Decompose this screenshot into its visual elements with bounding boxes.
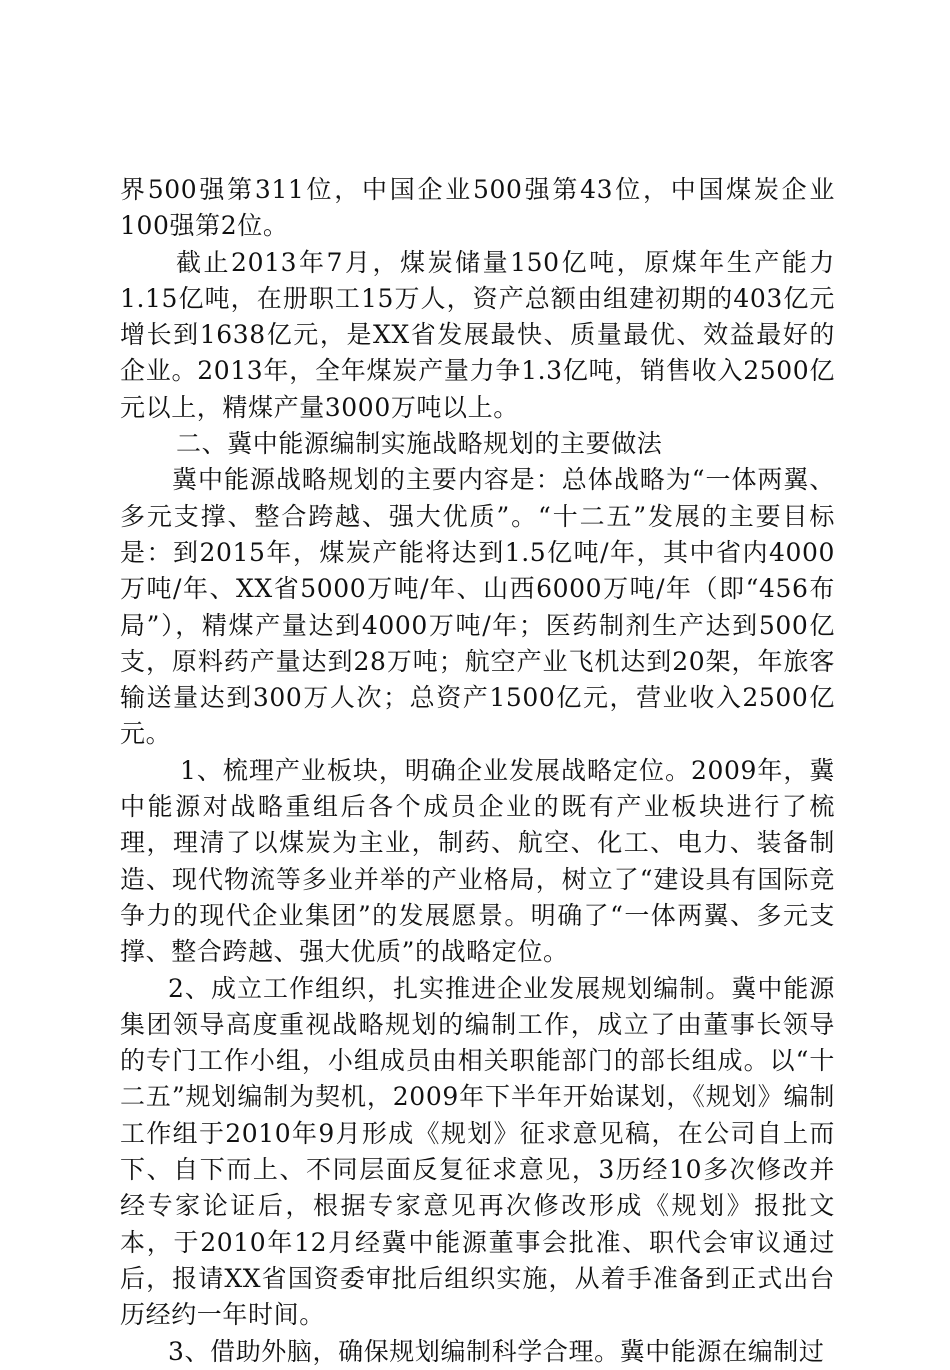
paragraph-company-status: 截止2013年7月，煤炭储量150亿吨，原煤年生产能力1.15亿吨，在册职工15万人，资产总额由组建初期的403亿元增长到1638亿元，是XX省发展最快、质量最优、效益最好的企业。2013年，全年煤炭产量力争1.3亿吨，销售收入2500亿元以上，精煤产量3000万吨以上。 — [120, 247, 835, 422]
document-body — [120, 172, 835, 1370]
paragraph-item-1: 1、梳理产业板块，明确企业发展战略定位。2009年，冀中能源对战略重组后各个成员企业的既有产业板块进行了梳理，理清了以煤炭为主业，制药、航空、化工、电力、装备制造、现代物流等多业并举的产业格局，树立了“建设具有国际竞争力的现代企业集团”的发展愿景。明确了“一体两翼、多元支撑、整合跨越、强大优质”的战略定位。 — [120, 755, 835, 967]
section-heading: 二、冀中能源编制实施战略规划的主要做法 — [176, 429, 663, 459]
paragraph-strategy-content: 冀中能源战略规划的主要内容是：总体战略为“一体两翼、多元支撑、整合跨越、强大优质”。“十二五”发展的主要目标是：到2015年，煤炭产能将达到1.5亿吨/年，其中省内4000万吨/年、XX省5000万吨/年、山西6000万吨/年（即“456布局”），精煤产量达到4000万吨/年；医药制剂生产达到500亿支，原料药产量达到28万吨；航空产业飞机达到20架，年旅客输送量达到300万人次；总资产1500亿元，营业收入2500亿元。 — [120, 465, 835, 749]
paragraph-ranking-continuation: 界500强第311位，中国企业500强第43位，中国煤炭企业100强第2位。 — [120, 175, 835, 241]
paragraph-item-2: 2、成立工作组织，扎实推进企业发展规划编制。冀中能源集团领导高度重视战略规划的编制工作，成立了由董事长领导的专门工作小组，小组成员由相关职能部门的部长组成。以“十二五”规划编制为契机，2009年下半年开始谋划，《规划》编制工作组于2010年9月形成《规划》征求意见稿，在公司自上而下、自下而上、不同层面反复征求意见，3历经10多次修改并经专家论证后，根据专家意见再次修改形成《规划》报批文本，于2010年12月经冀中能源董事会批准、职代会审议通过后，报请XX省国资委审批后组织实施，从着手准备到正式出台历经约一年时间。 — [120, 973, 835, 1330]
paragraph-item-3: 3、借助外脑，确保规划编制科学合理。冀中能源在编制过 — [168, 1336, 825, 1366]
